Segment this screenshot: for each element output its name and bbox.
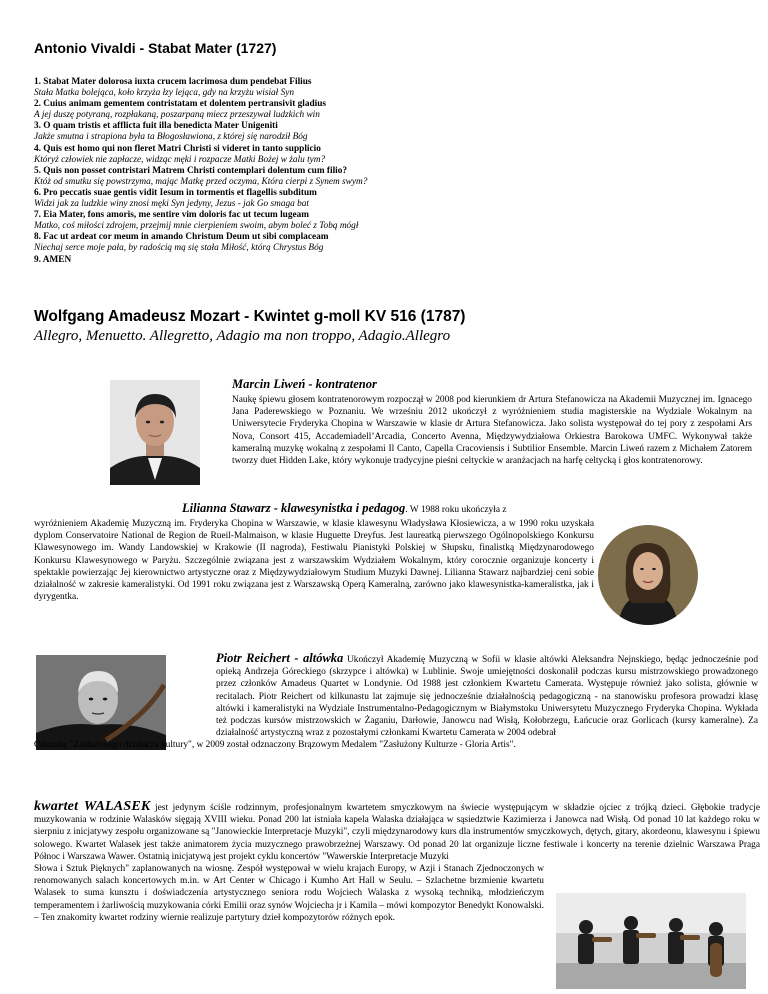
mozart-title: Wolfgang Amadeusz Mozart - Kwintet g-moll KV 516 (1787) <box>34 308 466 325</box>
reichert-bio-block <box>34 652 758 739</box>
mozart-movements: Allegro, Menuetto. Allegretto, Adagio ma non troppo, Adagio.Allegro <box>34 328 451 344</box>
stawarz-first-line <box>34 500 594 518</box>
stanza-latin: 7. Eia Mater, fons amoris, me sentire vim doloris fac ut tecum lugeam <box>34 210 309 221</box>
photo-kwartet-walasek <box>556 893 746 989</box>
stanza-polish: Stała Matka bolejąca, koło krzyża łzy lejąca, gdy na krzyżu wisiał Syn <box>34 88 295 99</box>
stanza-latin: 8. Fac ut ardeat cor meum in amando Christum Deum ut sibi complaceam <box>34 232 329 243</box>
reichert-bio: Ukończył Akademię Muzyczną w Sofii w klasie altówki Aleksandra Nejnskiego, będąc jednocześnie pod opieką Andrzeja Góreckiego (skrzypce i altówka) w Lublinie. Swoje umiejętności doskonalił podczas kursu mistrzowskiego prowadzonego przez członków Amadeus Quartet w Londynie. Od 1988 jest członkiem Kwartetu Camerata. Występuje również jako solista, głównie w recitalach. Piotr Reichert od kilkunastu lat zajmuje się jednocześnie działalnością pedagogiczną - na stanowisku profesora prowadzi klasę altówki i kameralistyki na Wydziale Instrumentalno-Pedagogicznym w Białymstoku Uniwersytetu Muzycznego Fryderyka Chopina. Wykłada też podczas kursów mistrzowskich w Żaganiu, Darłowie, Janowcu nad Wisłą, Kołobrzegu, Łańcucie oraz Gorlicach (kursy kameralne). Za działalność artystyczną wraz z pozostałymi członkami Kwartetu Camerata w 2004 odebrał <box>216 655 759 739</box>
reichert-section <box>34 652 758 752</box>
stanza-polish: Matko, coś miłości zdrojem, przejmij mnie cierpieniem swoim, abym boleć z Tobą mógł <box>34 221 359 232</box>
photo-marcin-liwen <box>110 380 200 485</box>
stanza-latin: 2. Cuius animam gementem contristatam et dolentem pertransivit gladius <box>34 99 327 110</box>
stawarz-bio-start: . W 1988 roku ukończyła z <box>405 505 507 515</box>
stanza-polish: Widzi jak za ludzkie winy znosi męki Syn jedyny, Jezus - jak Go smaga bat <box>34 199 309 210</box>
stanza-amen: 9. AMEN <box>34 254 72 265</box>
liwen-name: Marcin Liweń - kontratenor <box>232 377 377 391</box>
stanza-latin: 3. O quam tristis et afflicta fuit illa benedicta Mater Unigeniti <box>34 121 278 132</box>
walasek-bio-narrow: Słowa i Sztuk Pięknych" zaplanowanych na wiosnę. Zespół występował w wielu krajach Europy, w Azji i Stanach Zjednoczonych w renomowanych salach koncertowych m.in. w Art Center w Chicago i Kumho Art Hall w Seulu. – Szlachetne brzmienie kwartetu Walasek to suma kunsztu i doświadczenia artystycznego seniora rodu Wojciech Walaska z wysoką techniką, młodzieńczym temperamentem i żarliwością muzykowania córki Emilii oraz synów Wojciecha jr i Kamila – mówi kompozytor Benedykt Konowalski. – Ten znakomity kwartet rodziny wiernie realizuje partytury dzieł kompozytorów różnych epok. <box>34 864 544 923</box>
reichert-name: Piotr Reichert - altówka <box>216 651 344 665</box>
stawarz-name: Lilianna Stawarz - klawesynistka i pedagog <box>182 501 406 515</box>
stanza-latin: 1. Stabat Mater dolorosa iuxta crucem lacrimosa dum pendebat Filius <box>34 77 312 87</box>
walasek-bio: jest jedynym ściśle rodzinnym, profesjonalnym kwartetem smyczkowym na świecie występującym w składzie ojciec z trójką dzieci. Głębokie tradycje muzykowania w rodzinie Walasków sięgają XVIII wieku. Ponad 200 lat istniała kapela Walaska działająca w sąsiedztwie Kazimierza i Janowca nad Wisłą. Od ponad 10 lat każdego roku w sierpniu z inicjatywy zespołu organizowane są "Janowieckie Interpretacje Muzyki", czyli międzynarodowy kurs dla instrumentów smyczkowych, dętych, gitary, akordeonu, klawesynu i śpiewu solowego. Kwartet Walasek jest także animatorem życia muzycznego prawobrzeżnej Warszawy. Od ponad 20 lat organizuje liczne festiwale i koncerty na terenie dzielnic Warszawa Praga Północ i Warszawa Wawer. Ostatnią inicjatywą jest projekt cyklu koncertów "Wawerskie Interpretacje Muzyki <box>34 803 760 862</box>
photo-lilianna-stawarz <box>598 525 698 625</box>
liwen-section <box>232 376 752 467</box>
stanza-latin: 5. Quis non posset contristari Matrem Christi contemplari dolentum cum filio? <box>34 165 348 176</box>
stanza-polish: Któż od smutku się powstrzyma, mając Matkę przed oczyma, Która cierpi z Synem swym? <box>34 176 368 187</box>
stanza-latin: 4. Quis est homo qui non fleret Matri Christi si videret in tanto supplicio <box>34 143 321 154</box>
stanza-latin: 6. Pro peccatis suae gentis vidit Iesum in tormentis et flagellis subditum <box>34 187 317 198</box>
vivaldi-title: Antonio Vivaldi - Stabat Mater (1727) <box>34 40 277 56</box>
stanza-polish: Niechaj serce moje pała, by radością mą się stała Miłość, którą Chrystus Bóg <box>34 243 324 254</box>
stawarz-bio: wyróżnieniem Akademię Muzyczną im. Fryderyka Chopina w Warszawie, w klasie klawesynu Władysława Kłosiewicza, a w 1990 roku uzyskała dyplom Conservatoire National de Region de Rueil-Malmaison, w klasie Huguette Dreyfus. Jest laureatką pierwszego Ogólnopolskiego Konkursu Klawesynowego im. Wandy Landowskiej w Krakowie (II nagroda), Festiwalu Pianistyki Polskiej w Słupsku, finalistką Międzynarodowego Konkursu Klawesynowego w Paryżu. Szczególnie związana jest z warszawskim Wydziałem Wokalnym, który corocznie organizuje koncerty i spektakle powierzając Jej kierownictwo artystyczne oraz z Międzywydziałowym Studium Muzyki Dawnej. Lilianna Stawarz najbardziej ceni sobie działalność w zakresie kameralistyki. Od 1991 roku związana jest z Warszawską Operą Kameralną, zarówno jako klawesynistka-kameralistka, jak i dyrygentka. <box>34 519 594 603</box>
walasek-name: kwartet WALASEK <box>34 799 151 814</box>
stanza-polish: A jej duszę potyraną, rozpłakaną, poszarpaną miecz przeszywał ludzkich win <box>34 110 320 121</box>
stawarz-section <box>34 500 594 603</box>
stanza-polish: Któryż człowiek nie zapłacze, widząc męki i rozpacze Matki Bożej w żalu tym? <box>34 154 326 165</box>
stanza-polish: Jakże smutna i strapiona była ta Błogosławiona, z której się narodził Bóg <box>34 132 308 143</box>
stabat-mater-text <box>34 77 754 266</box>
liwen-bio: Naukę śpiewu głosem kontratenorowym rozpoczął w 2008 pod kierunkiem dr Artura Stefanowicza na Akademii Muzycznej im. Ignacego Jana Paderewskiego w Poznaniu. We wrześniu 2012 ukończył z wyróżnieniem studia magisterskie na Wydziale Wokalnym na Uniwersytecie Fryderyka Chopina w Warszawie w klasie dr Artura Stefanowicza. Jako solista występował do tej pory z zespołami Ars Nova, Consort 415, Accademiadell’Arcadia, Concerto Avenna, Międzywydziałowa Orkiestra Barokowa UMFC. Wykonywał także kameralną muzykę wokalną z zespołami Il Canto, Capella Cracoviensis i Subtilior Ensemble. Marcin Liweń razem z Michałem Zatorem tworzy duet Hidden Lake, który wykonuje tradycyjne pieśni celtyckie w aranżacjach na harfę celtycką i głos kontratenorowy. <box>232 395 752 467</box>
walasek-bio-wide <box>34 801 760 863</box>
reichert-bio-last: Odznakę "Zasłużonego działacza kultury", w 2009 został odznaczony Brązowym Medalem "Zasłużony Kulturze - Gloria Artis". <box>34 740 516 751</box>
